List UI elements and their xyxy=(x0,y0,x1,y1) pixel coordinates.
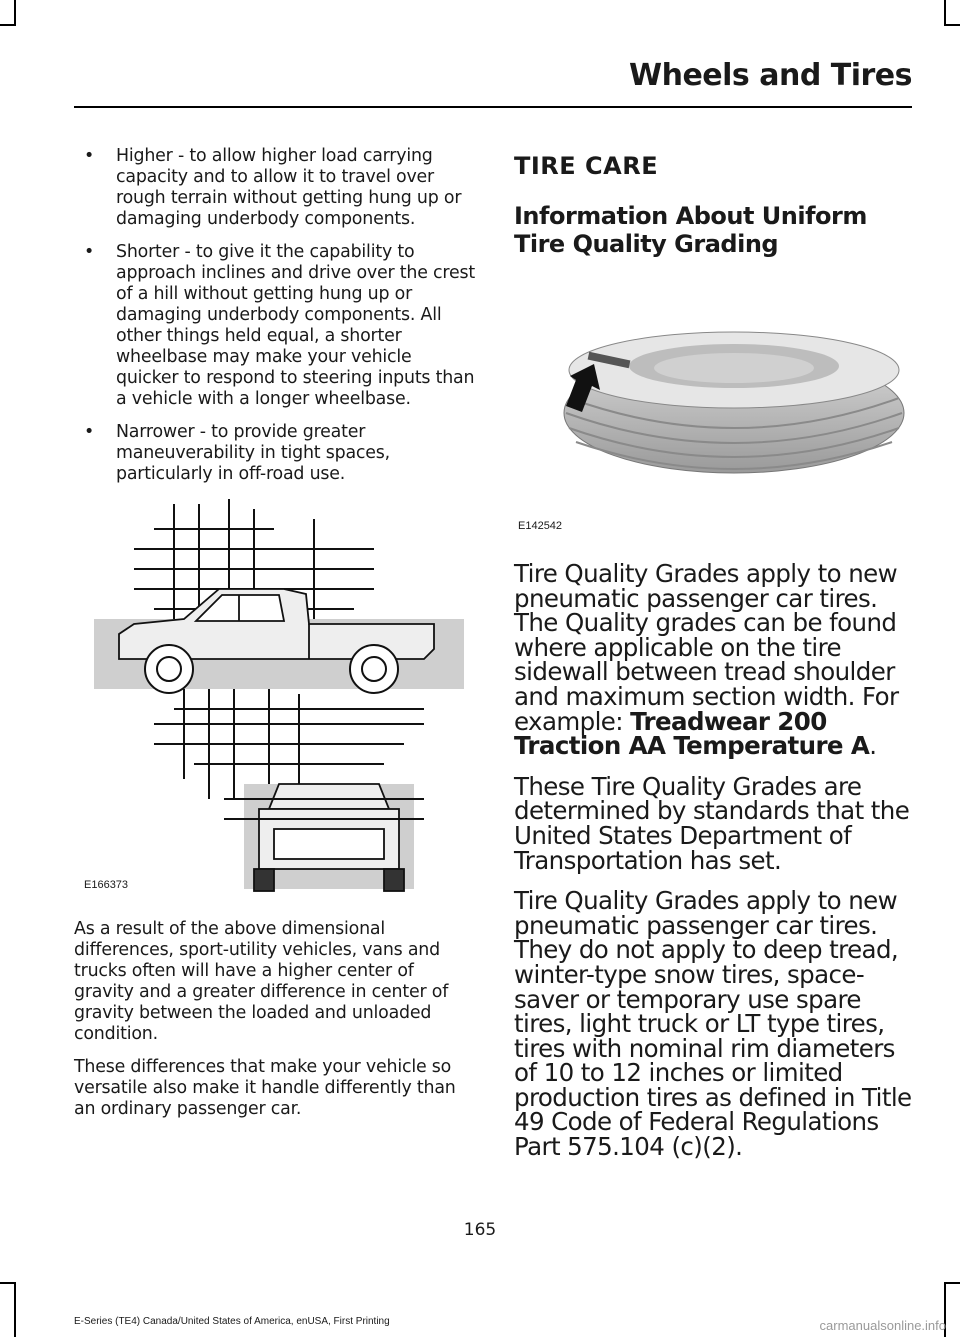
paragraph: These differences that make your vehicle so versatile also make it handle differently than an ordinary passenger car. xyxy=(74,1057,456,1119)
list-item xyxy=(74,146,476,230)
list-item xyxy=(74,242,476,410)
crop-mark xyxy=(944,1282,960,1284)
list-item-text: Shorter - to give it the capability to approach inclines and drive over the crest of a hill without getting hung up or damaging underbody components. All other things held equal, a shorter wheelbase may make your vehicle quicker to respond to steering inputs than a vehicle with a longer wheelbase. xyxy=(116,242,475,409)
tire-figure xyxy=(514,258,912,558)
list-item-text: Narrower - to provide greater maneuverability in tight spaces, particularly in off-road use. xyxy=(116,422,390,484)
paragraph: As a result of the above dimensional differences, sport-utility vehicles, vans and trucks often will have a higher center of gravity and a greater difference in center of gravity between the loaded and unloaded condition. xyxy=(74,919,449,1044)
bullet-icon: • xyxy=(84,422,95,442)
watermark: carmanualsonline.info xyxy=(819,1318,946,1333)
paragraph-text: Tire Quality Grades apply to new pneumatic passenger car tires. The Quality grades can be found where applicable on the tire sidewall between tread shoulder and maximum section width. For example: xyxy=(514,559,899,736)
left-column xyxy=(74,146,476,1132)
subsection-title: Information About Uniform Tire Quality Grading xyxy=(514,202,867,258)
tire-illustration xyxy=(514,258,912,558)
list-item-text: Higher - to allow higher load carrying capacity and to allow it to travel over rough terrain without getting hung up or damaging underbody components. xyxy=(116,146,462,229)
example-grade: Treadwear 200 Traction AA Temperature A xyxy=(514,706,870,761)
bullet-list xyxy=(74,146,476,485)
right-column xyxy=(514,146,912,1176)
header-rule xyxy=(74,106,912,108)
crop-mark xyxy=(944,24,960,26)
paragraph xyxy=(514,559,912,761)
paragraph: These Tire Quality Grades are determined by standards that the United States Department of Transportation has set. xyxy=(514,771,910,875)
footer-text: E-Series (TE4) Canada/United States of America, enUSA, First Printing xyxy=(74,1316,390,1327)
figure-code: E142542 xyxy=(518,520,563,532)
paragraph: Tire Quality Grades apply to new pneumatic passenger car tires. They do not apply to deep tread, winter-type snow tires, space-saver or temporary use spare tires, light truck or LT type tires, tires with nominal rim diameters of 10 to 12 inches or limited production tires as defined in Title 49 Code of Federal Regulations Part 575.104 (c)(2). xyxy=(514,886,912,1162)
section-title: TIRE CARE xyxy=(514,152,659,180)
page-number: 165 xyxy=(463,1220,497,1240)
list-item xyxy=(74,422,476,485)
crop-mark xyxy=(14,0,16,26)
truck-grid-illustration xyxy=(74,499,476,899)
crop-mark xyxy=(0,1282,16,1284)
bullet-icon: • xyxy=(84,146,95,166)
left-body xyxy=(74,919,476,1120)
figure-code: E166373 xyxy=(84,879,129,891)
bullet-icon: • xyxy=(84,242,95,262)
crop-mark xyxy=(0,24,16,26)
crop-mark xyxy=(14,1282,16,1337)
crop-mark xyxy=(944,0,946,26)
vehicle-dimensions-figure xyxy=(74,499,476,899)
page-title: Wheels and Tires xyxy=(629,58,912,93)
paragraph-end: . xyxy=(869,731,877,761)
